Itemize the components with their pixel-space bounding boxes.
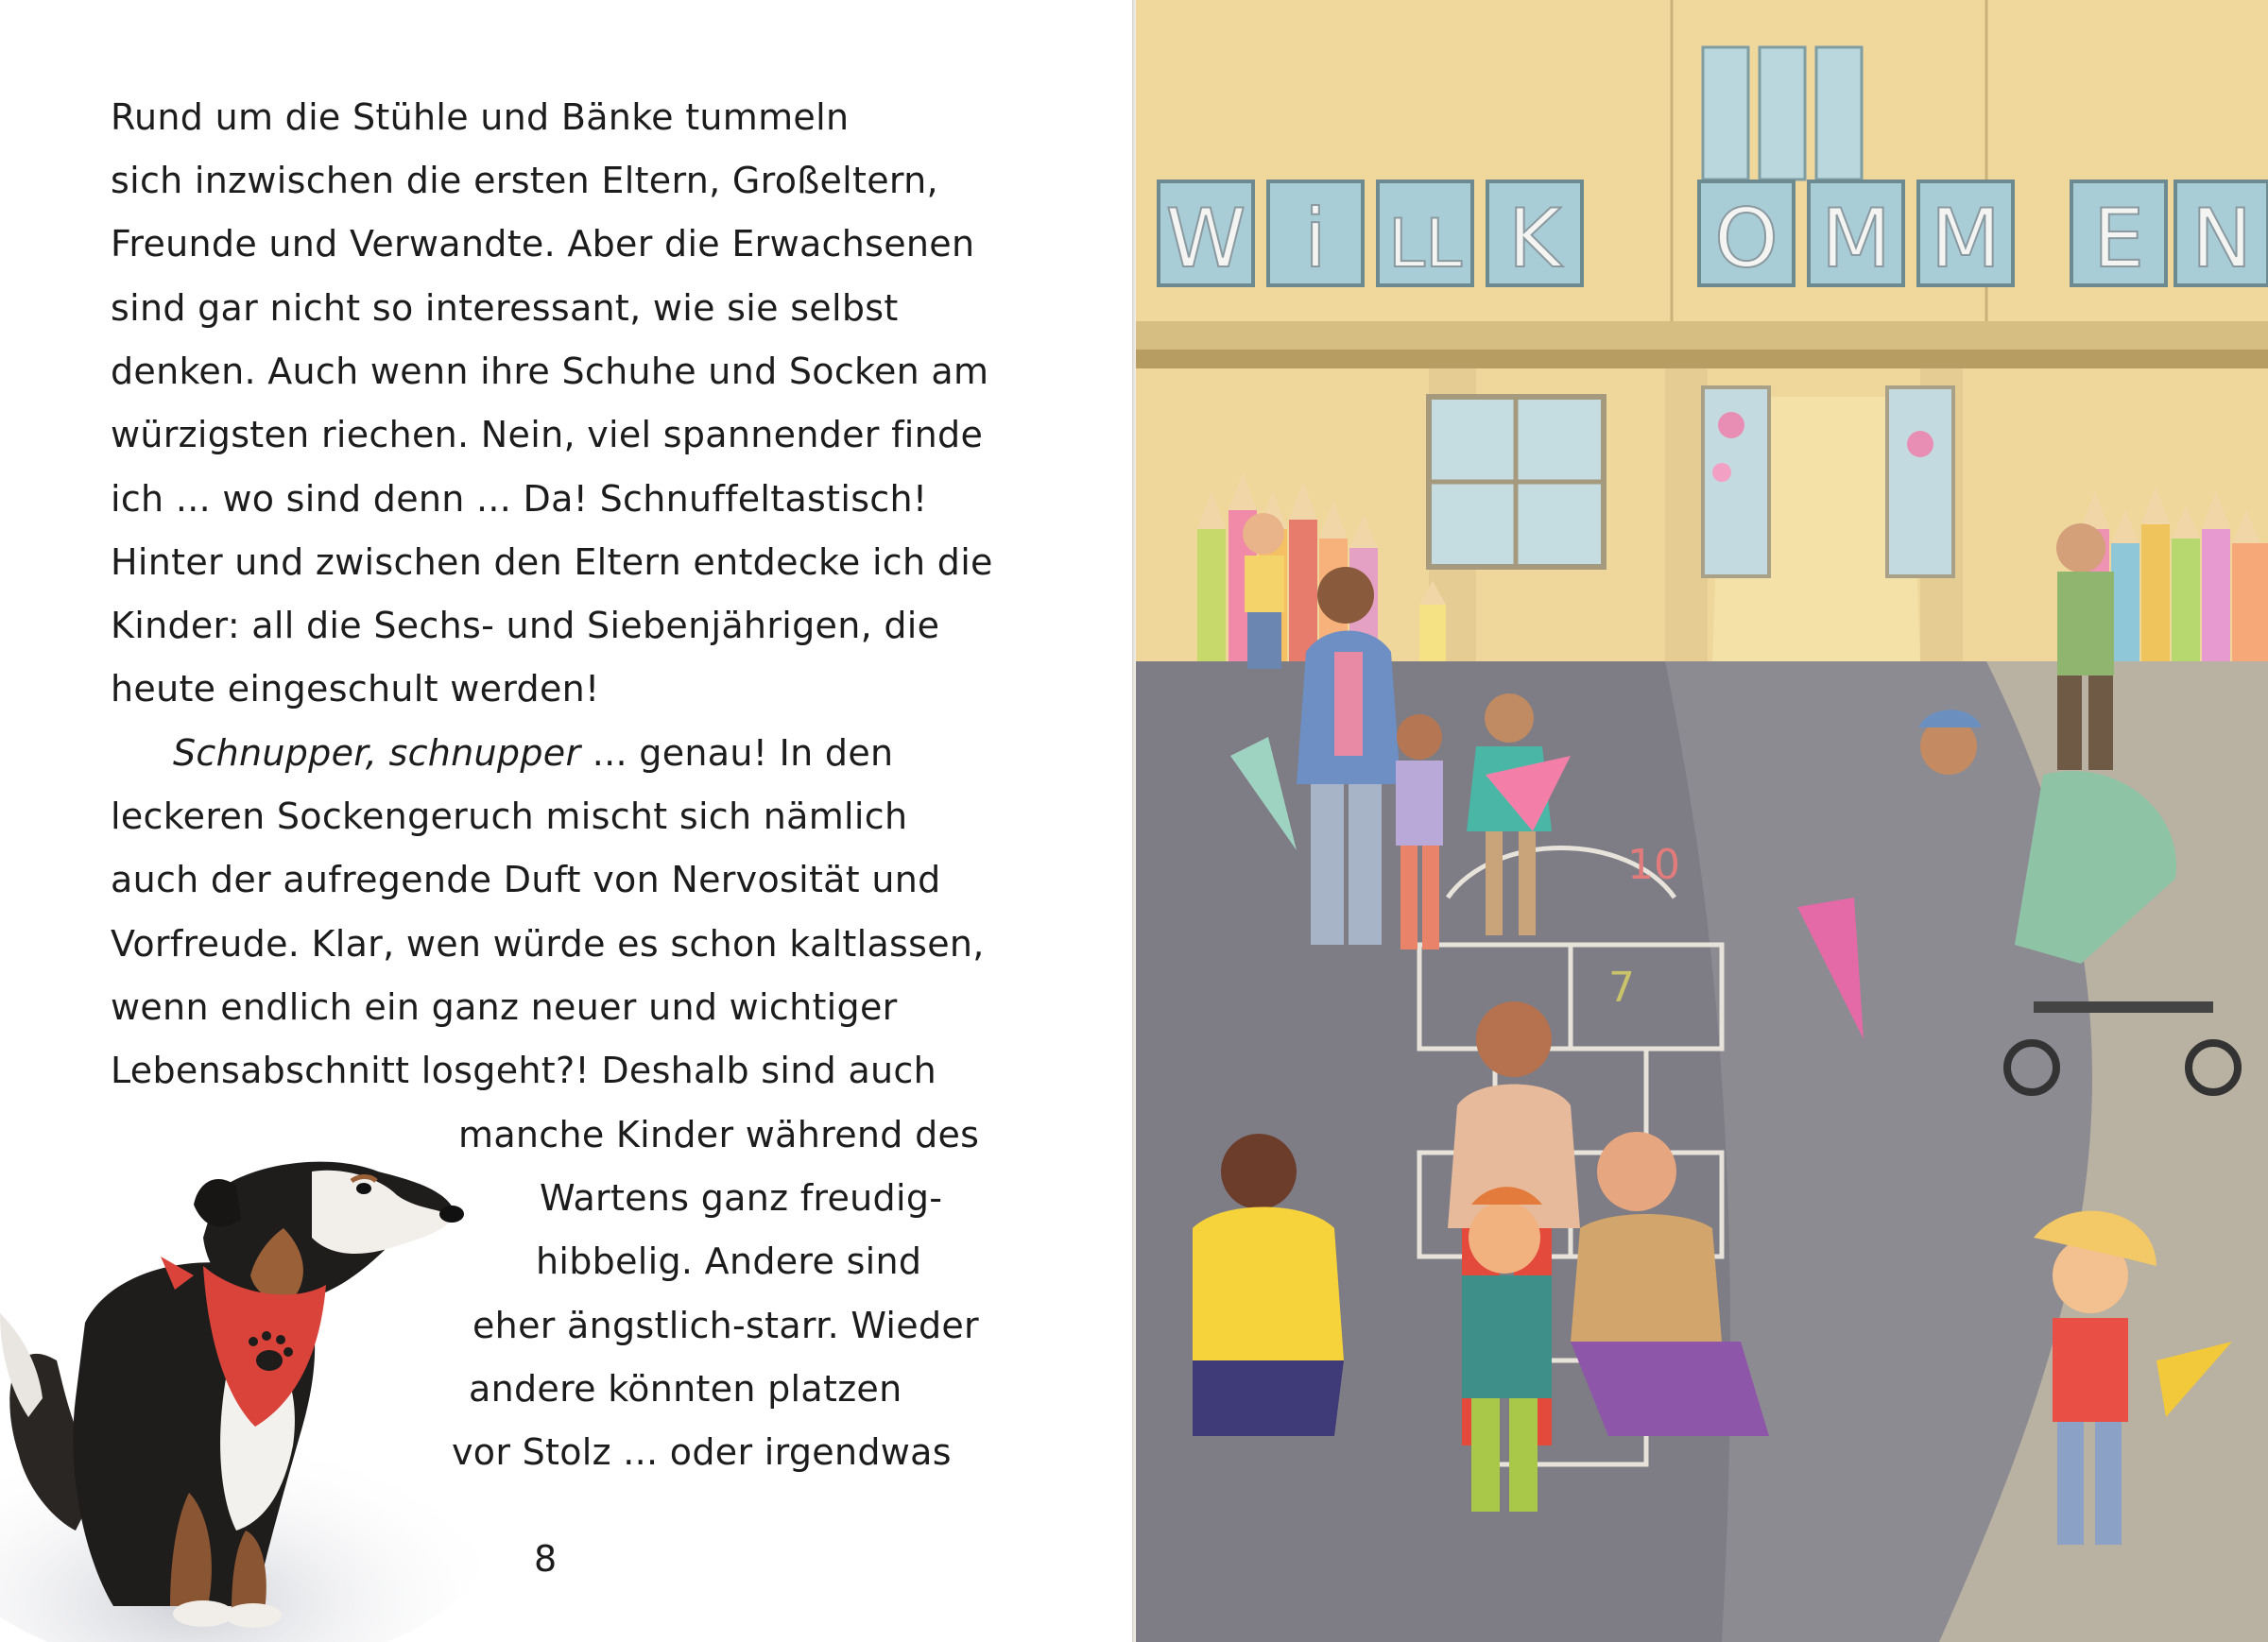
text-line <box>173 730 893 776</box>
welcome-sign <box>1159 181 2268 286</box>
text-line: leckeren Sockengeruch mischt sich nämlich <box>111 795 908 837</box>
text-line: Vorfreude. Klar, wen würde es schon kaltlassen, <box>111 923 985 965</box>
text-line: manche Kinder während des <box>458 1114 980 1155</box>
sign-letter: N <box>2191 192 2253 286</box>
text-line: hibbelig. Andere sind <box>536 1240 922 1282</box>
text-line: andere könnten platzen <box>469 1368 902 1410</box>
text-line: würzigsten riechen. Nein, viel spannender finde <box>111 414 984 455</box>
sign-letter: K <box>1507 192 1562 286</box>
school-yard-illustration <box>1136 0 2268 1642</box>
sign-letter: i <box>1304 192 1327 286</box>
sign-letter: E <box>2092 192 2145 286</box>
italic-sniff-text: Schnupper, schnupper <box>173 732 581 774</box>
text-line: Freunde und Verwandte. Aber die Erwachsenen <box>111 223 975 265</box>
sign-letter: M <box>1930 192 2002 286</box>
text-line: eher ängstlich-starr. Wieder <box>472 1305 979 1346</box>
right-page-illustration <box>1136 0 2268 1642</box>
text-line: Lebensabschnitt losgeht?! Deshalb sind auch <box>111 1050 936 1091</box>
text-line: denken. Auch wenn ihre Schuhe und Socken am <box>111 351 989 392</box>
text-line: vor Stolz ... oder irgendwas <box>452 1431 952 1473</box>
boy-yellow-shirt <box>1243 513 1284 669</box>
text-line: ich ... wo sind denn ... Da! Schnuffeltastisch! <box>111 478 928 520</box>
hopscotch-number: 10 <box>1627 841 1680 889</box>
text-run: ... genau! In den <box>580 732 894 774</box>
text-line: heute eingeschult werden! <box>111 668 600 710</box>
sign-letter: O <box>1714 192 1778 286</box>
upper-windows <box>1703 47 1862 180</box>
text-line: sind gar nicht so interessant, wie sie selbst <box>111 287 899 329</box>
sign-letter: LL <box>1388 205 1462 282</box>
dog-illustration <box>0 1115 491 1642</box>
sign-letter: M <box>1820 192 1892 286</box>
text-line: Kinder: all die Sechs- und Siebenjährigen, die <box>111 605 940 646</box>
text-line: Rund um die Stühle und Bänke tummeln <box>111 96 850 138</box>
hopscotch-number: 7 <box>1608 964 1635 1012</box>
text-line: sich inzwischen die ersten Eltern, Großeltern, <box>111 160 938 201</box>
text-line: Hinter und zwischen den Eltern entdecke ich die <box>111 541 993 583</box>
page-number: 8 <box>534 1538 558 1580</box>
sign-letter: W <box>1165 192 1246 286</box>
text-line: Wartens ganz freudig- <box>540 1177 943 1219</box>
text-line: auch der aufregende Duft von Nervosität und <box>111 859 941 900</box>
text-line: wenn endlich ein ganz neuer und wichtiger <box>111 986 898 1028</box>
